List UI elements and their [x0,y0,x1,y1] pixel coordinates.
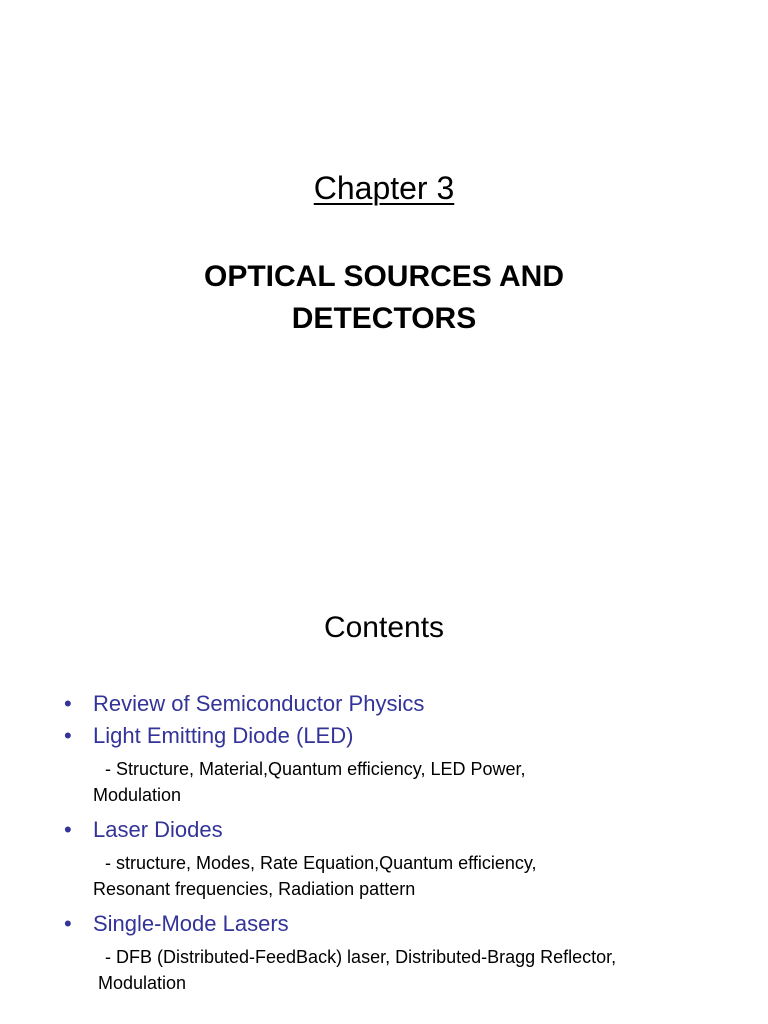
list-item-details [64,756,744,808]
slide-title-line-2: DETECTORS [291,302,477,335]
list-item-details [64,944,744,996]
list-item [64,720,744,752]
details-line-1: - Structure, Material,Quantum efficiency, LED Power, [105,759,526,779]
slide-title [134,256,634,340]
details-line-1: - structure, Modes, Rate Equation,Quantum efficiency, [105,853,537,873]
list-item [64,814,744,846]
contents-heading: Contents [323,611,445,644]
bullet-icon: • [64,723,72,748]
details-line-2: Modulation [98,973,187,993]
list-item [64,688,744,720]
details-line-2: Resonant frequencies, Radiation pattern [93,879,416,899]
list-item-label: Review of Semiconductor Physics [93,691,425,716]
contents-list [64,688,744,1002]
slide-title-line-1: OPTICAL SOURCES AND [203,260,565,293]
bullet-icon: • [64,817,72,842]
list-item [64,908,744,940]
list-item-label: Laser Diodes [93,817,223,842]
list-item-details [64,850,744,902]
details-line-1: - DFB (Distributed-FeedBack) laser, Distributed-Bragg Reflector, [105,947,617,967]
bullet-icon: • [64,911,72,936]
contents-slide [0,512,768,1024]
list-item-label: Light Emitting Diode (LED) [93,723,354,748]
chapter-heading: Chapter 3 [313,170,455,206]
list-item-label: Single-Mode Lasers [93,911,289,936]
bullet-icon: • [64,691,72,716]
details-line-2: Modulation [93,785,182,805]
